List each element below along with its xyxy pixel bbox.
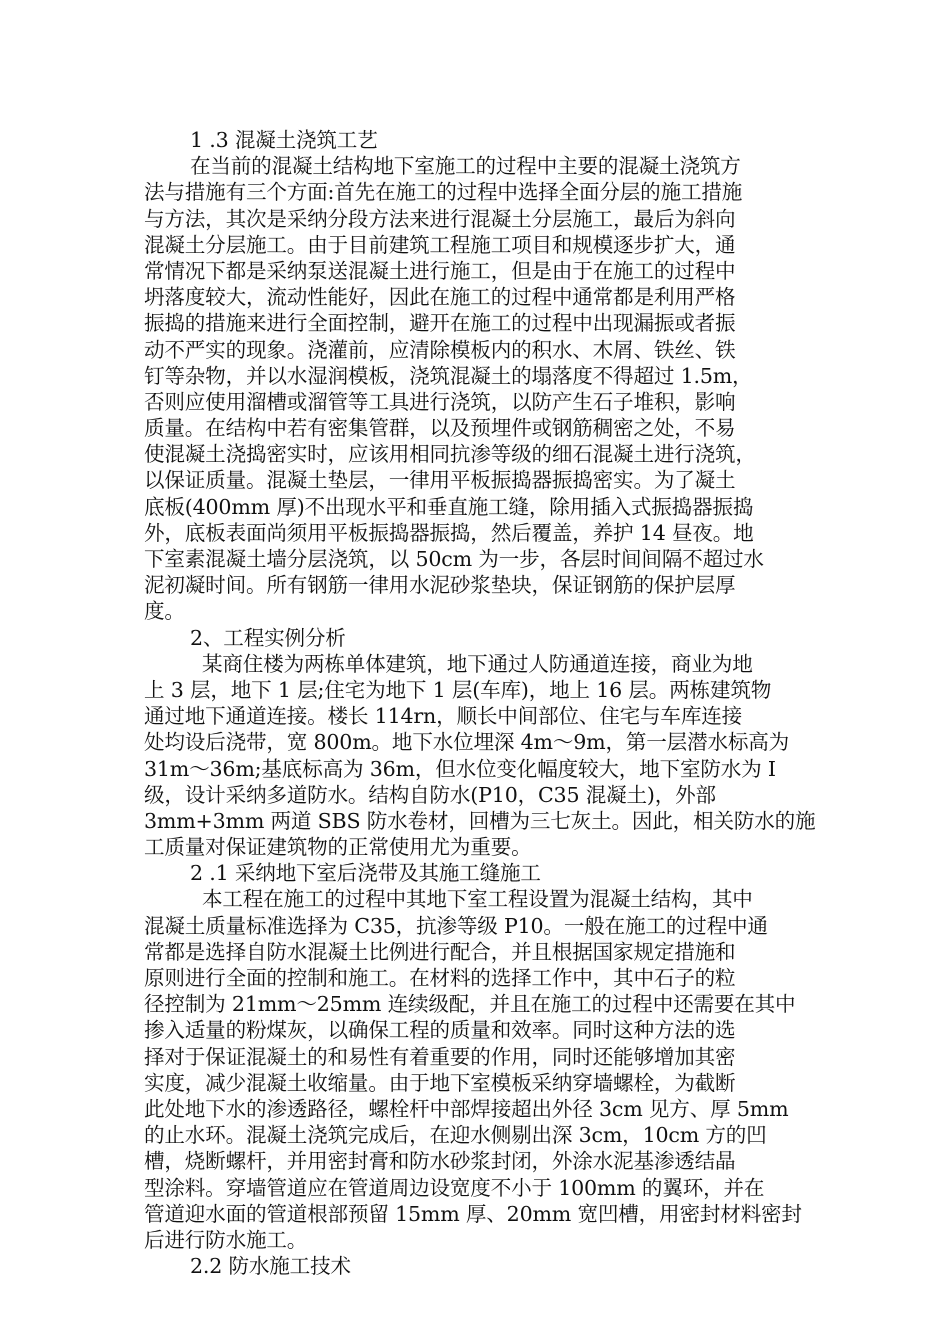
paragraph-line: 振捣的措施来进行全面控制，避开在施工的过程中出现漏振或者振 (144, 311, 736, 336)
paragraph-line: 处均设后浇带，宽 800m。地下水位埋深 4m～9m，第一层潜水标高为 (144, 730, 790, 755)
paragraph-line: 3mm+3mm 两道 SBS 防水卷材，回槽为三七灰土。因此，相关防水的施 (144, 808, 816, 833)
paragraph-line: 径控制为 21mm～25mm 连续级配，并且在施工的过程中还需要在其中 (144, 992, 796, 1017)
paragraph-line: 在当前的混凝土结构地下室施工的过程中主要的混凝土浇筑方 (190, 154, 741, 179)
paragraph-line: 通过地下通道连接。楼长 114rn，顺长中间部位、住宅与车库连接 (144, 704, 742, 729)
section-1-3-paragraph (144, 153, 814, 624)
paragraph-line: 型涂料。穿墙管道应在管道周边设宽度不小于 100mm 的翼环，并在 (144, 1175, 765, 1200)
paragraph-line: 实度，减少混凝土收缩量。由于地下室模板采纳穿墙螺栓，为截断 (144, 1070, 736, 1095)
paragraph-line: 质量。在结构中若有密集管群，以及预埋件或钢筋稠密之处，不易 (144, 416, 736, 441)
section-2-1-paragraph (144, 886, 814, 1253)
paragraph-line: 后进行防水施工。 (144, 1227, 308, 1252)
paragraph-line: 31m～36m;基底标高为 36m，但水位变化幅度较大，地下室防水为 I (144, 756, 776, 781)
paragraph-line: 钉等杂物，并以水湿润模板，浇筑混凝土的塌落度不得超过 1.5m， (144, 363, 753, 388)
paragraph-line: 工质量对保证建筑物的正常使用尤为重要。 (144, 835, 532, 860)
paragraph-line: 上 3 层，地下 1 层;住宅为地下 1 层(车库)，地上 16 层。两栋建筑物 (144, 677, 772, 702)
paragraph-line: 原则进行全面的控制和施工。在材料的选择工作中，其中石子的粒 (144, 966, 736, 990)
paragraph-line: 度。 (144, 599, 185, 624)
paragraph-line: 外，底板表面尚须用平板振捣器振捣，然后覆盖，养护 14 昼夜。地 (144, 520, 754, 545)
section-1-3-heading: 1 .3 混凝土浇筑工艺 (190, 128, 378, 152)
paragraph-line: 与方法，其次是采纳分段方法来进行混凝土分层施工，最后为斜向 (144, 206, 736, 231)
paragraph-line: 使混凝土浇捣密实时，应该用相同抗渗等级的细石混凝土进行浇筑， (144, 442, 756, 467)
paragraph-line: 坍落度较大，流动性能好，因此在施工的过程中通常都是利用严格 (144, 285, 736, 310)
paragraph-line: 混凝土分层施工。由于目前建筑工程施工项目和规模逐步扩大，通 (144, 232, 736, 257)
paragraph-line: 某商住楼为两栋单体建筑，地下通过人防通道连接，商业为地 (202, 651, 753, 676)
paragraph-line: 底板(400mm 厚)不出现水平和垂直施工缝，除用插入式振捣器振捣 (144, 494, 754, 519)
section-2-paragraph (144, 651, 814, 861)
document-page (144, 127, 814, 1279)
paragraph-line: 混凝土质量标准选择为 C35，抗渗等级 P10。一般在施工的过程中通 (144, 913, 768, 938)
paragraph-line: 泥初凝时间。所有钢筋一律用水泥砂浆垫块，保证钢筋的保护层厚 (144, 573, 736, 598)
paragraph-line: 下室素混凝土墙分层浇筑，以 50cm 为一步，各层时间间隔不超过水 (144, 547, 764, 571)
section-2-2-heading: 2.2 防水施工技术 (190, 1254, 351, 1279)
section-2-heading: 2、工程实例分析 (190, 625, 346, 650)
paragraph-line: 常情况下都是采纳泵送混凝土进行施工，但是由于在施工的过程中 (144, 258, 736, 283)
paragraph-line: 本工程在施工的过程中其地下室工程设置为混凝土结构，其中 (202, 887, 753, 912)
paragraph-line: 级，设计采纳多道防水。结构自防水(P10，C35 混凝土)，外部 (144, 782, 716, 807)
paragraph-line: 法与措施有三个方面:首先在施工的过程中选择全面分层的施工措施 (144, 180, 743, 205)
section-2-1-heading: 2 .1 采纳地下室后浇带及其施工缝施工 (190, 861, 541, 886)
paragraph-line: 的止水环。混凝土浇筑完成后，在迎水侧剔出深 3cm，10cm 方的凹 (144, 1123, 767, 1148)
paragraph-line: 否则应使用溜槽或溜管等工具进行浇筑，以防产生石子堆积，影响 (144, 389, 736, 414)
paragraph-line: 管道迎水面的管道根部预留 15mm 厚、20mm 宽凹槽，用密封材料密封 (144, 1201, 802, 1226)
paragraph-line: 此处地下水的渗透路径，螺栓杆中部焊接超出外径 3cm 见方、厚 5mm (144, 1096, 789, 1121)
paragraph-line: 掺入适量的粉煤灰，以确保工程的质量和效率。同时这种方法的选 (144, 1018, 736, 1043)
paragraph-line: 以保证质量。混凝土垫层，一律用平板振捣器振捣密实。为了凝土 (144, 468, 736, 493)
paragraph-line: 择对于保证混凝土的和易性有着重要的作用，同时还能够增加其密 (144, 1044, 736, 1069)
paragraph-line: 常都是选择自防水混凝土比例进行配合，并且根据国家规定措施和 (144, 939, 736, 964)
paragraph-line: 动不严实的现象。浇灌前，应清除模板内的积水、木屑、铁丝、铁 (144, 337, 736, 362)
paragraph-line: 槽，烧断螺杆，并用密封膏和防水砂浆封闭，外涂水泥基渗透结晶 (144, 1149, 736, 1174)
